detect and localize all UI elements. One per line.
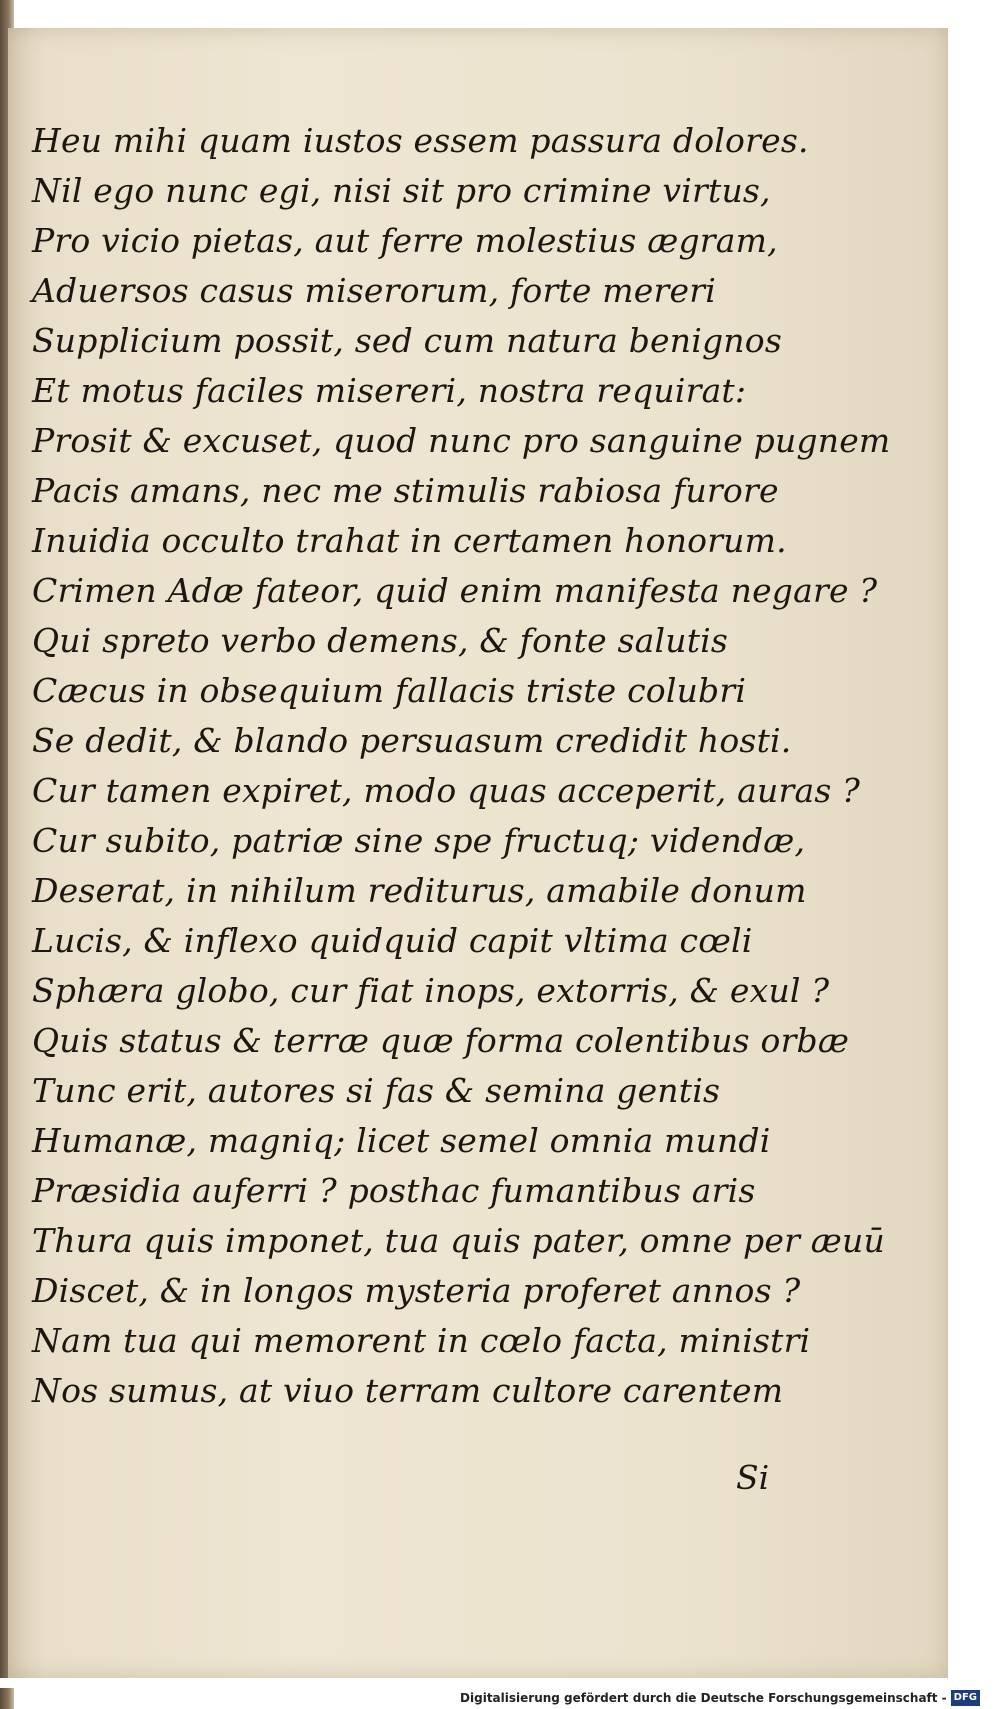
verse-line: Se dedit, & blando persuasum credidit hosti. <box>32 721 792 760</box>
verse-line: Qui spreto verbo demens, & fonte salutis <box>32 621 729 660</box>
verse-line: Lucis, & inflexo quidquid capit vltima cœli <box>32 921 753 960</box>
book-page <box>8 28 948 1678</box>
verse-line: Heu mihi quam iustos essem passura dolores. <box>32 121 809 160</box>
verse-line: Quis status & terræ quæ forma colentibus orbæ <box>32 1021 850 1060</box>
verse-line: Tunc erit, autores si fas & semina gentis <box>32 1071 721 1110</box>
verse-line: Crimen Adæ fateor, quid enim manifesta negare ? <box>32 571 878 610</box>
verse-line: Inuidia occulto trahat in certamen honorum. <box>32 521 787 560</box>
scan-bottom-margin <box>0 1678 1000 1688</box>
verse-line: Aduersos casus miserorum, forte mereri <box>32 271 716 310</box>
verse-text-block <box>32 116 932 1416</box>
verse-line: Prosit & excuset, quod nunc pro sanguine pugnem <box>32 421 891 460</box>
verse-line: Supplicium possit, sed cum natura benignos <box>32 321 782 360</box>
dfg-logo: DFG <box>951 1690 980 1706</box>
catchword: Si <box>736 1458 770 1497</box>
verse-line: Cur tamen expiret, modo quas acceperit, auras ? <box>32 771 861 810</box>
digitization-credit <box>460 1689 980 1707</box>
verse-line: Pacis amans, nec me stimulis rabiosa furore <box>32 471 779 510</box>
verse-line: Nil ego nunc egi, nisi sit pro crimine virtus, <box>32 171 771 210</box>
verse-line: Præsidia auferri ? posthac fumantibus aris <box>32 1171 756 1210</box>
verse-line: Cæcus in obsequium fallacis triste colubri <box>32 671 747 710</box>
verse-line: Sphæra globo, cur fiat inops, extorris, & exul ? <box>32 971 830 1010</box>
verse-line: Pro vicio pietas, aut ferre molestius ægram, <box>32 221 778 260</box>
verse-line: Nam tua qui memorent in cœlo facta, ministri <box>32 1321 811 1360</box>
verse-line: Discet, & in longos mysteria proferet annos ? <box>32 1271 801 1310</box>
credit-text: Digitalisierung gefördert durch die Deutsche Forschungsgemeinschaft - <box>460 1691 947 1705</box>
verse-line: Thura quis imponet, tua quis pater, omne per æuū <box>32 1221 885 1260</box>
verse-line: Cur subito, patriæ sine spe fructuq; videndæ, <box>32 821 806 860</box>
verse-line: Et motus faciles misereri, nostra requirat: <box>32 371 747 410</box>
verse-line: Deserat, in nihilum rediturus, amabile donum <box>32 871 807 910</box>
verse-line: Nos sumus, at viuo terram cultore carentem <box>32 1371 784 1410</box>
verse-line: Humanæ, magniq; licet semel omnia mundi <box>32 1121 771 1160</box>
